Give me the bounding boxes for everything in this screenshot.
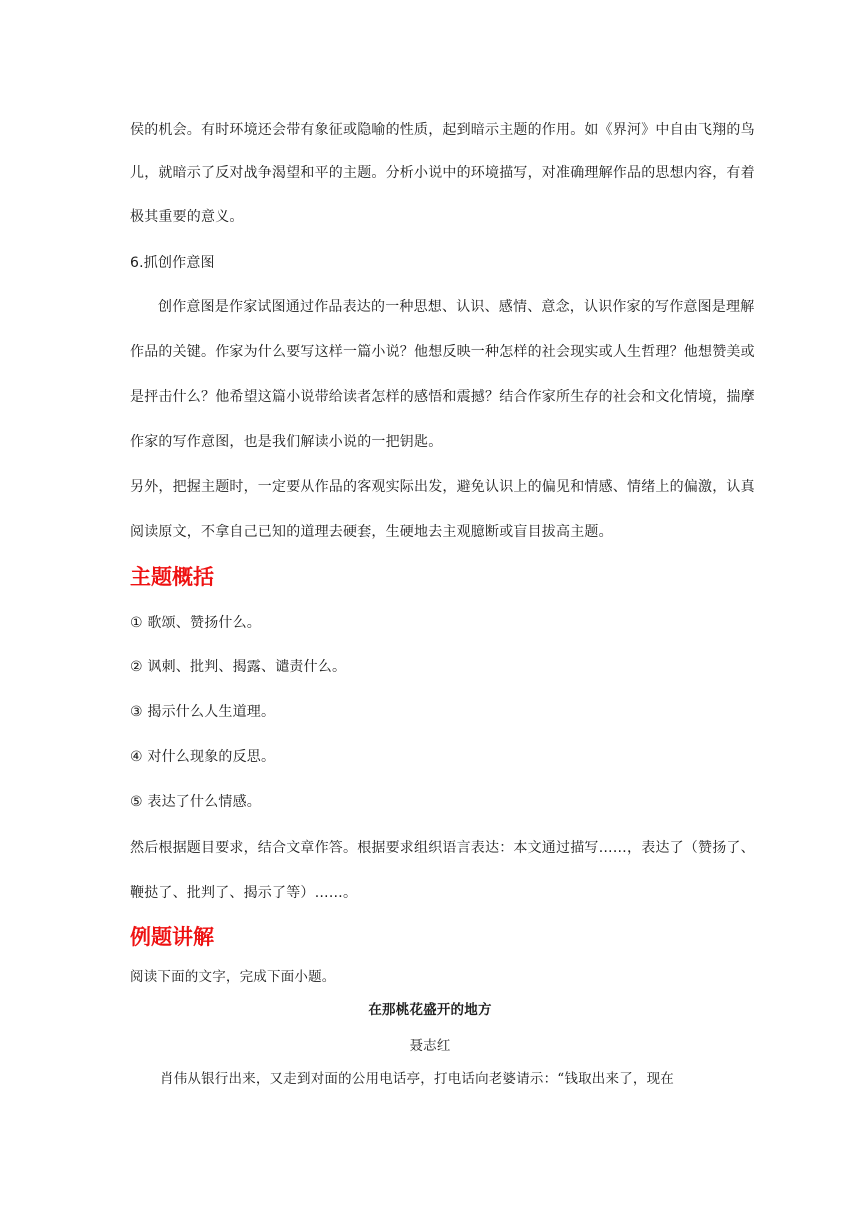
paragraph-line: 极其重要的意义。 — [130, 209, 244, 225]
paragraph-line: 侯的机会。有时环境还会带有象征或隐喻的性质，起到暗示主题的作用。如《界河》中自由飞翔的鸟 — [130, 122, 755, 138]
story-first-line: 肖伟从银行出来，又走到对面的公用电话亭，打电话向老婆请示：“钱取出来了，现在 — [160, 1071, 675, 1087]
example-instruction: 阅读下面的文字，完成下面小题。 — [130, 969, 336, 985]
story-author: 聂志红 — [409, 1038, 451, 1054]
section-heading-example: 例题讲解 — [130, 925, 214, 949]
paragraph-line: 是抨击什么？他希望这篇小说带给读者怎样的感悟和震撼？结合作家所生存的社会和文化情境，揣摩 — [130, 389, 755, 405]
paragraph-line: 创作意图是作家试图通过作品表达的一种思想、认识、感情、意念，认识作家的写作意图是理解 — [158, 299, 755, 315]
paragraph-line: 儿，就暗示了反对战争渴望和平的主题。分析小说中的环境描写，对准确理解作品的思想内容，有着 — [130, 165, 755, 181]
section-title: 6.抓创作意图 — [130, 255, 215, 271]
list-item: ④ 对什么现象的反思。 — [130, 749, 276, 765]
section-heading-theme-summary: 主题概括 — [130, 565, 214, 589]
paragraph-line: 作家的写作意图，也是我们解读小说的一把钥匙。 — [130, 434, 443, 450]
paragraph-line: 然后根据题目要求，结合文章作答。根据要求组织语言表达：本文通过描写……，表达了（赞扬了、 — [130, 840, 755, 856]
paragraph-line: 作品的关键。作家为什么要写这样一篇小说？他想反映一种怎样的社会现实或人生哲理？他想赞美或 — [130, 344, 755, 360]
list-item: ① 歌颂、赞扬什么。 — [130, 615, 262, 631]
paragraph-line: 另外，把握主题时，一定要从作品的客观实际出发，避免认识上的偏见和情感、情绪上的偏激，认真 — [130, 479, 755, 495]
paragraph-line: 鞭挞了、批判了、揭示了等）……。 — [130, 885, 358, 901]
list-item: ③ 揭示什么人生道理。 — [130, 704, 276, 720]
list-item: ② 讽刺、批判、揭露、谴责什么。 — [130, 659, 347, 675]
list-item: ⑤ 表达了什么情感。 — [130, 794, 262, 810]
paragraph-line: 阅读原文，不拿自己已知的道理去硬套，生硬地去主观臆断或盲目拔高主题。 — [130, 524, 613, 540]
story-title: 在那桃花盛开的地方 — [368, 1002, 492, 1018]
